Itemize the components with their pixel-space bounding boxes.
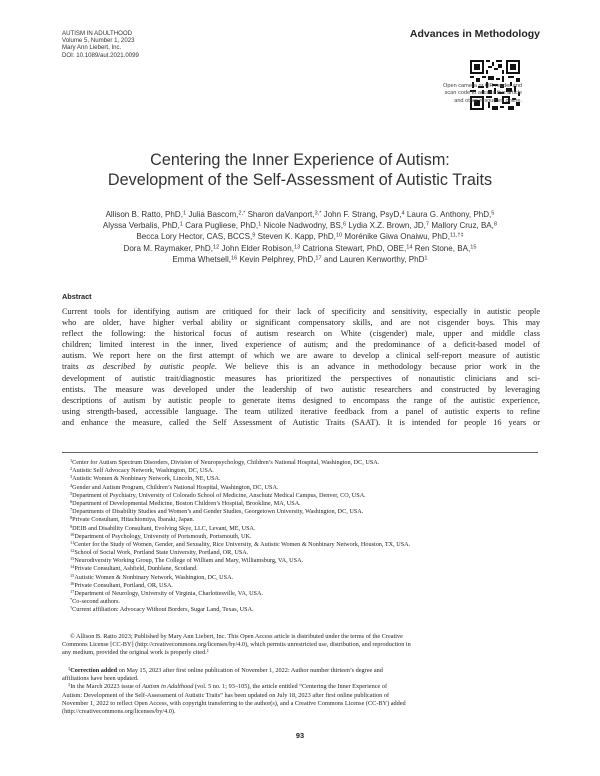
author-affiliation-mark: 1 xyxy=(182,210,187,217)
license-text: any medium, provided the original work is properly cited. xyxy=(62,649,207,657)
author-affiliation-mark: 3,* xyxy=(314,210,322,217)
author-line xyxy=(60,231,540,242)
affiliation-item xyxy=(70,541,410,549)
affiliation-number: 11 xyxy=(70,539,75,545)
affiliation-number: † xyxy=(70,605,73,611)
correction-line xyxy=(62,667,540,675)
author-affiliation-mark: 7 xyxy=(425,221,430,228)
affiliation-item xyxy=(70,525,410,533)
author-line xyxy=(60,254,540,265)
affiliation-text: Center for Autism Spectrum Disorders, Division of Neuropsychology, Children’s National Hospital, Washington, DC, USA. xyxy=(72,459,380,466)
author-name: Lydia X.Z. Brown, JD, xyxy=(348,221,426,231)
license-line: © Allison B. Ratto 2023; Published by Mary Ann Liebert, Inc. This Open Access article is distributed under the terms of the Creative xyxy=(70,633,403,640)
affiliation-text: Department of Psychology, University of Portsmouth, Portsmouth, UK. xyxy=(74,532,252,540)
qr-caption-line: scan code to access this article xyxy=(444,90,522,97)
author-name: Becca Lory Hector, CAS, BCCS, xyxy=(136,232,253,242)
affiliation-text: Department of Developmental Medicine, Boston Children’s Hospital, Brookline, MA, USA. xyxy=(72,499,301,507)
author-affiliation-mark: 1 xyxy=(179,221,183,228)
footnote-divider xyxy=(62,452,538,453)
author-affiliation-mark: 10 xyxy=(335,232,343,239)
license-statement xyxy=(62,633,540,658)
correction-notes xyxy=(62,667,540,716)
affiliation-number: 1 xyxy=(70,458,73,464)
affiliation-text: Autistic Women & Nonbinary Network, Washington, DC, USA. xyxy=(74,573,234,581)
abstract-line: entists. The measure was developed under the leadership of two autistic researchers and constructed by leveraging xyxy=(62,384,540,394)
author-name: John Elder Robison, xyxy=(221,243,294,253)
author-affiliation-mark: 16 xyxy=(231,255,238,262)
author-affiliation-mark: 5 xyxy=(491,210,495,217)
abstract-line: descriptions of autism by autistic people to generate items designed to encompass the range of the autistic experience, xyxy=(62,395,540,405)
abstract-heading: Abstract xyxy=(62,292,92,301)
author-name: Alyssa Verbalis, PhD, xyxy=(102,221,180,231)
affiliation-text: Gender and Autism Program, Children’s National Hospital, Washington, DC, USA. xyxy=(72,483,279,491)
affiliation-text: Neurodiversity Working Group, The College of William and Mary, Williamsburg, VA, USA. xyxy=(74,557,304,565)
affiliation-number: 8 xyxy=(70,515,73,521)
author-affiliation-mark: 1 xyxy=(258,221,262,228)
author-affiliation-mark: 17 xyxy=(315,255,322,262)
license-line: Commons License [CC-BY] (http://creativecommons.org/licenses/by/4.0), which permits unrestricted use, distribution, and reproduction in xyxy=(62,641,411,649)
correction-text: on May 15, 2023 after first online publication of November 1, 2022: Author number thirteen’s degree and xyxy=(117,667,383,674)
abstract-line: using strength-based, accessible language. The team utilized iterative feedback from a panel of autistic experts to refine xyxy=(62,406,540,416)
abstract-line: Current tools for identifying autism are critiqued for their lack of specificity and sensitivity, especially in autistic people xyxy=(62,307,540,316)
affiliation-text: Department of Psychiatry, University of Colorado School of Medicine, Anschutz Medical Campus, Denver, CO, USA. xyxy=(72,491,366,499)
author-name: Morénike Giwa Onaiwu, PhD, xyxy=(344,232,450,242)
affiliation-text: Center for the Study of Women, Gender, and Sexuality, Rice University, & Autistic Women & Nonbinary Network, Houston, TX, USA. xyxy=(74,540,411,548)
author-affiliation-mark: 9 xyxy=(252,232,256,239)
abstract-emphasis: as described by autistic people xyxy=(87,362,215,372)
affiliation-item xyxy=(70,492,410,500)
affiliation-text: School of Social Work, Portland State University, Portland, OR, USA. xyxy=(74,549,249,557)
section-label: Advances in Methodology xyxy=(409,28,540,40)
author-name: Sharon daVanport, xyxy=(247,210,315,219)
abstract-text: traits xyxy=(62,362,79,372)
affiliation-item xyxy=(70,606,410,614)
journal-name: AUTISM IN ADULTHOOD xyxy=(62,30,132,37)
author-name: John F. Strang, PsyD, xyxy=(323,210,402,219)
affiliation-number: 4 xyxy=(70,482,73,488)
affiliation-item xyxy=(70,484,410,492)
affiliation-text: Departments of Disability Studies and Women’s and Gender Studies, Georgetown University, Washington, DC, USA. xyxy=(72,508,364,516)
author-affiliation-mark: 8 xyxy=(493,221,498,228)
qr-caption-line: Open camera or QR reader and xyxy=(443,83,522,89)
affiliation-text: Private Consultant, Hitachiomiya, Ibaraki, Japan. xyxy=(72,516,195,524)
abstract-line: and enhance the measure, called the Self Assessment of Autistic Traits (SAAT). It is intended for people 16 years or xyxy=(62,417,540,427)
author-name: Ren Stone, BA, xyxy=(414,243,471,253)
license-line xyxy=(62,649,540,657)
author-name: Catriona Stewart, PhD, OBE, xyxy=(302,243,407,253)
abstract-line: autism. We report here on the first attempt of which we are aware to develop a clinical self-report measure of autistic xyxy=(62,351,540,361)
author-affiliation-mark: 15 xyxy=(470,244,477,251)
abstract-body xyxy=(62,306,540,428)
journal-title-italic: Autism in Adulthood xyxy=(142,683,194,691)
author-affiliation-mark: 12 xyxy=(212,244,220,251)
affiliation-list xyxy=(70,459,410,615)
correction-mark: ‡ xyxy=(68,666,71,672)
author-line xyxy=(60,209,540,220)
affiliation-item xyxy=(70,590,410,598)
title-line: Development of the Self-Assessment of Autistic Traits xyxy=(107,171,493,189)
author-affiliation-mark: 14 xyxy=(406,244,413,251)
update-note-text: In the March 20223 issue of xyxy=(70,683,143,691)
author-affiliation-mark: 11,†‡ xyxy=(449,232,464,239)
update-note-mark: ‡ xyxy=(68,682,71,688)
author-line xyxy=(60,220,540,231)
affiliation-item xyxy=(70,459,410,467)
correction-label: Correction added xyxy=(70,667,118,674)
abstract-line: reflect the following: the historical focus of autism research on White (cisgender) male, upper and middle class xyxy=(62,329,540,339)
article-title xyxy=(60,150,540,190)
correction-line: affiliations have been updated. xyxy=(62,675,139,683)
author-name: and Lauren Kenworthy, PhD xyxy=(323,254,425,264)
author-name: Laura G. Anthony, PhD, xyxy=(406,210,492,219)
affiliation-text: Current affiliation: Advocacy Without Borders, Sugar Land, Texas, USA. xyxy=(72,606,254,614)
affiliation-number: 3 xyxy=(70,474,73,480)
affiliation-number: 15 xyxy=(70,572,75,578)
affiliation-text: Co-second authors. xyxy=(72,598,120,606)
author-affiliation-mark: 6 xyxy=(343,221,347,228)
update-note-text: (vol. 5 no. 1; 93–105), the article entitled “Centering the Inner Experience of xyxy=(193,683,388,691)
affiliation-item xyxy=(70,533,410,541)
affiliation-text: DEIB and Disability Consultant, Evolving Skye, LLC, Levant, ME, USA. xyxy=(72,524,256,532)
update-note-line: November 1, 2022 to reflect Open Access, with copyright transferring to the author(s), and a Creative Commons License (CC-BY) added xyxy=(62,699,406,707)
author-name: Nicole Nadwodny, BS, xyxy=(263,221,344,231)
author-name: Mallory Cruz, BA, xyxy=(431,221,494,231)
author-name: Allison B. Ratto, PhD, xyxy=(105,210,183,219)
affiliation-text: Department of Neurology, University of Virginia, Charlottesville, VA, USA. xyxy=(74,590,263,597)
journal-doi[interactable]: DOI: 10.1089/aut.2021.0099 xyxy=(62,51,139,59)
update-note-line xyxy=(62,683,540,691)
affiliation-number: 7 xyxy=(70,507,73,513)
affiliation-text: Private Consultant, Ashfield, Dunblane, Scotland. xyxy=(74,565,198,573)
update-note-line: Autism: Development of the Self-Assessment of Autistic Traits” has been updated on July 18, 2023 after first online publication of xyxy=(62,691,390,699)
affiliation-text: Autistic Self Advocacy Network, Washington, DC, USA. xyxy=(72,467,214,475)
affiliation-number: 12 xyxy=(70,548,75,554)
affiliation-number: 14 xyxy=(70,564,75,570)
license-note-mark: ‡ xyxy=(206,648,209,654)
affiliation-number: 10 xyxy=(70,531,75,537)
abstract-line xyxy=(62,361,540,372)
affiliation-number: 5 xyxy=(70,490,73,496)
title-line: Centering the Inner Experience of Autism: xyxy=(150,151,450,169)
author-affiliation-mark: 4 xyxy=(401,210,405,217)
author-name: Cara Pugliese, PhD, xyxy=(185,221,259,231)
affiliation-item xyxy=(70,500,410,508)
affiliation-number: 13 xyxy=(70,556,75,562)
affiliation-item xyxy=(70,582,410,590)
author-name: Dora M. Raymaker, PhD, xyxy=(123,243,213,253)
author-name: Kevin Pelphrey, PhD, xyxy=(239,254,316,264)
affiliation-item xyxy=(70,574,410,582)
affiliation-item xyxy=(70,516,410,524)
affiliation-number: 16 xyxy=(70,580,75,586)
qr-caption-line: and other resources online. xyxy=(454,97,522,104)
affiliation-number: 2 xyxy=(70,466,73,472)
author-affiliation-mark: 2,* xyxy=(238,210,246,217)
affiliation-number: 9 xyxy=(70,523,73,529)
affiliation-text: Private Consultant, Portland, OR, USA. xyxy=(74,581,173,589)
page-number: 93 xyxy=(295,731,305,740)
journal-publisher: Mary Ann Liebert, Inc. xyxy=(62,44,122,52)
abstract-line: development of autistic trait/diagnostic measures has prioritized the perspectives of nonautistic clinicians and sci- xyxy=(62,373,540,383)
author-line xyxy=(60,243,540,254)
journal-info xyxy=(62,30,139,59)
author-affiliation-mark: 13 xyxy=(293,244,301,251)
abstract-line: children; limited interest in the inner, lived experience of autism; and the predominance of a deficit-based model of xyxy=(62,340,540,350)
author-name: Emma Whetsell, xyxy=(172,254,231,264)
affiliation-item xyxy=(70,475,410,483)
author-name: Steven K. Kapp, PhD, xyxy=(257,232,336,242)
author-name: Julia Bascom, xyxy=(188,210,239,219)
affiliation-text: Autistic Women & Nonbinary Network, Lincoln, NE, USA. xyxy=(72,475,221,483)
affiliation-number: 17 xyxy=(70,589,75,595)
journal-volume: Volume 5, Number 1, 2023 xyxy=(62,37,135,45)
author-list xyxy=(60,209,540,265)
update-note-line[interactable]: (http://creativecommons.org/licenses/by/4.0). xyxy=(62,707,176,715)
qr-caption xyxy=(410,83,522,105)
abstract-line: who are older, have higher verbal ability or significant compensatory skills, and are not cisgender boys. This may xyxy=(62,318,540,328)
abstract-text: . We believe this is an advance in methodology because prior work in the xyxy=(214,362,540,372)
affiliation-number: * xyxy=(70,597,73,603)
affiliation-number: 6 xyxy=(70,499,73,504)
author-affiliation-mark: 1 xyxy=(424,255,428,262)
affiliation-item xyxy=(70,565,410,573)
